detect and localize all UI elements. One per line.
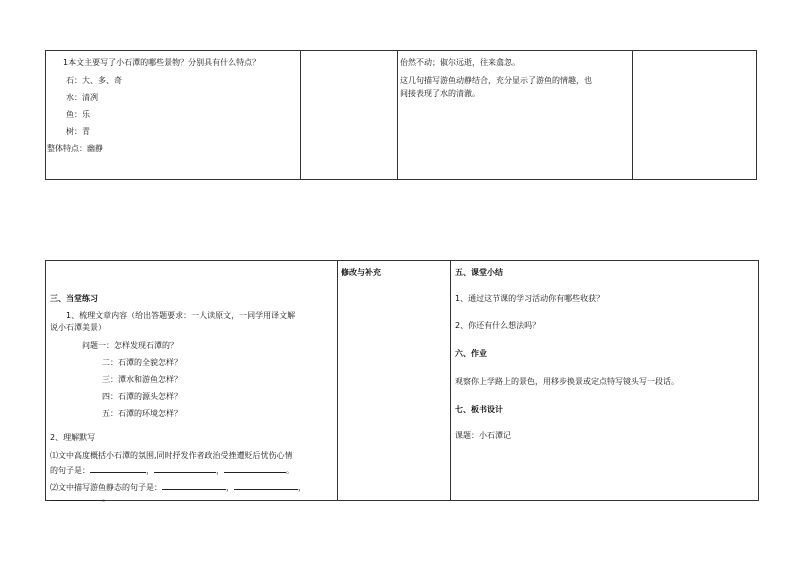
practice-item1-line2: 说小石潭美景） — [50, 323, 106, 332]
answer-blank-2[interactable] — [154, 464, 216, 473]
feature-water: 水：清冽 — [66, 93, 98, 102]
recitation-title: 2、理解默写 — [50, 433, 96, 442]
top-table — [45, 50, 757, 180]
fish-analysis-line2: 间接表现了水的清澈。 — [400, 89, 480, 98]
question-3: 三：潭水和游鱼怎样？ — [102, 375, 182, 384]
board-design-title: 七、板书设计 — [455, 405, 503, 414]
feature-fish: 鱼：乐 — [66, 110, 90, 119]
revision-header: 修改与补充 — [341, 268, 381, 277]
fill-question-1-prefix: 的句子是： — [50, 466, 90, 475]
answer-blank-4[interactable] — [162, 481, 226, 490]
period-1: 。 — [286, 466, 294, 475]
answer-blank-1[interactable] — [90, 464, 146, 473]
fill-question-1-line2 — [50, 464, 294, 476]
period-2: 。 — [102, 494, 110, 503]
summary-title: 五、课堂小结 — [455, 268, 503, 277]
fill-question-2-prefix: ⑵文中描写游鱼静态的句子是： — [50, 483, 162, 492]
summary-question-1: 1、通过这节课的学习活动你有哪些收获？ — [455, 294, 605, 303]
comma-1: ， — [146, 466, 154, 475]
feature-tree: 树：青 — [66, 127, 90, 136]
question-5: 五：石潭的环境怎样？ — [102, 409, 182, 418]
question-4: 四：石潭的源头怎样？ — [102, 392, 182, 401]
top-table-divider-2 — [397, 50, 398, 180]
homework-title: 六、作业 — [455, 349, 487, 358]
fill-question-2-line2 — [50, 492, 110, 504]
top-table-divider-1 — [300, 50, 301, 180]
fish-quote: 佁然不动；俶尔远逝，往来翕忽。 — [400, 58, 520, 67]
top-table-divider-3 — [632, 50, 633, 180]
practice-item1-line1: 1、梳理文章内容（给出答题要求：一人读原文，一同学用译文解 — [66, 311, 296, 320]
bottom-table-divider-1 — [337, 260, 338, 501]
question-1: 问题一：怎样发现石潭的？ — [82, 341, 178, 350]
answer-blank-5[interactable] — [234, 481, 298, 490]
comma-2: ， — [216, 466, 224, 475]
question-2: 二：石潭的全貌怎样？ — [102, 358, 182, 367]
fill-question-1-line1: ⑴文中高度概括小石潭的氛围,同时抒发作者政治受挫遭贬后忧伤心情 — [50, 451, 293, 460]
question-scenery: 1本文主要写了小石潭的哪些景物？分别具有什么特点？ — [63, 58, 261, 67]
answer-blank-3[interactable] — [224, 464, 286, 473]
comma-4: ， — [298, 483, 306, 492]
answer-blank-6[interactable] — [50, 492, 102, 501]
summary-question-2: 2、你还有什么想法吗？ — [455, 321, 541, 330]
board-design-text: 课题：小石潭记 — [455, 431, 511, 440]
section-practice-title: 三、当堂练习 — [50, 294, 98, 303]
bottom-table-divider-2 — [450, 260, 451, 501]
homework-text: 观察你上学路上的景色，用移步换景或定点特写镜头写一段话。 — [455, 377, 679, 386]
overall-feature: 整体特点：幽静 — [47, 144, 103, 153]
feature-stone: 石：大、多、奇 — [66, 76, 122, 85]
comma-3: ， — [226, 483, 234, 492]
fish-analysis-line1: 这几句描写游鱼动静结合，充分显示了游鱼的情趣，也 — [400, 76, 592, 85]
